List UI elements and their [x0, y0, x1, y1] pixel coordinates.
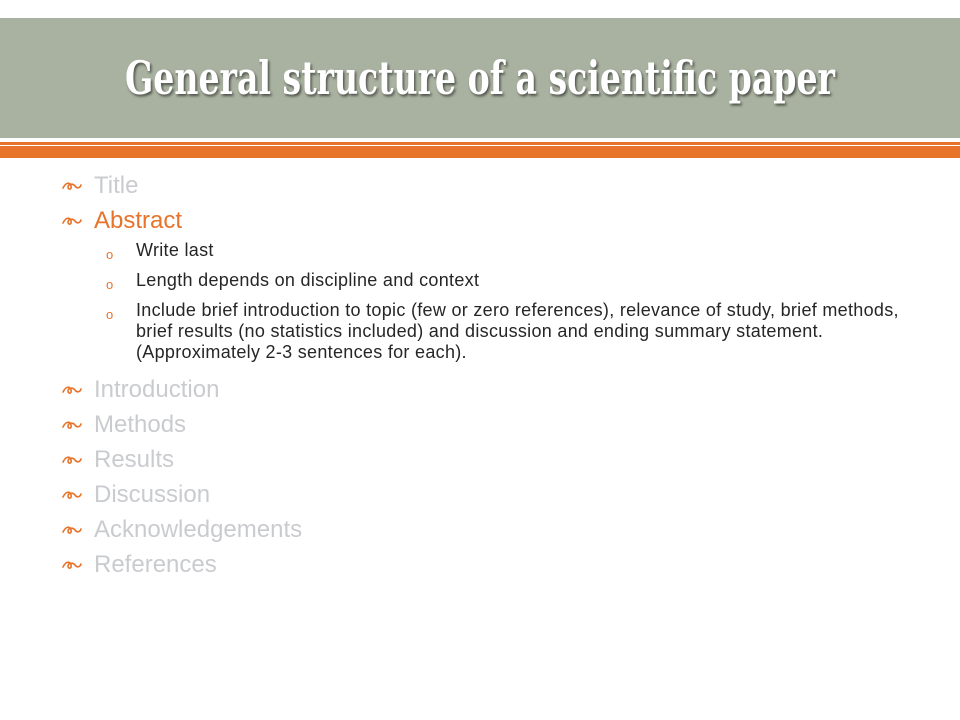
sub-item-text: Write last [136, 240, 214, 260]
list-item-label: Discussion [94, 481, 211, 508]
curl-bullet-icon [62, 477, 90, 512]
list-item-label: Results [94, 446, 175, 473]
list-item-references [62, 547, 902, 582]
list-item-methods [62, 407, 902, 442]
curl-bullet-icon [62, 407, 90, 442]
list-item-label: Abstract [94, 207, 183, 234]
list-item-label: Title [94, 172, 139, 199]
list-item-discussion [62, 477, 902, 512]
curl-bullet-icon [62, 168, 90, 203]
curl-bullet-icon [62, 547, 90, 582]
list-item-label: References [94, 551, 217, 578]
list-item-results [62, 442, 902, 477]
curl-bullet-icon [62, 442, 90, 477]
list-item-introduction [62, 372, 902, 407]
bullet-list [62, 168, 902, 582]
list-item-title [62, 168, 902, 203]
circle-bullet-icon: o [106, 247, 114, 262]
curl-bullet-icon [62, 372, 90, 407]
list-item-label: Acknowledgements [94, 516, 303, 543]
list-item-label: Methods [94, 411, 187, 438]
title-bar [0, 18, 960, 138]
sub-item [104, 300, 902, 363]
sub-item-text: Length depends on discipline and context [136, 270, 480, 290]
curl-bullet-icon [62, 512, 90, 547]
list-item-label: Introduction [94, 376, 220, 403]
slide-title: General structure of a scientific paper [125, 51, 835, 105]
sub-item [104, 240, 902, 261]
list-item-abstract [62, 203, 902, 238]
divider-bar [0, 146, 960, 158]
sub-item-text: Include brief introduction to topic (few or zero references), relevance of study, brief methods, brief results (no statistics included) and discussion and ending summary statement. (Approximately 2-3 sentences for each). [136, 300, 899, 362]
abstract-sublist [104, 240, 902, 363]
circle-bullet-icon: o [106, 307, 114, 322]
curl-bullet-icon [62, 203, 90, 238]
list-item-acknowledgements [62, 512, 902, 547]
sub-item [104, 270, 902, 291]
divider-line [0, 142, 960, 145]
circle-bullet-icon: o [106, 277, 114, 292]
